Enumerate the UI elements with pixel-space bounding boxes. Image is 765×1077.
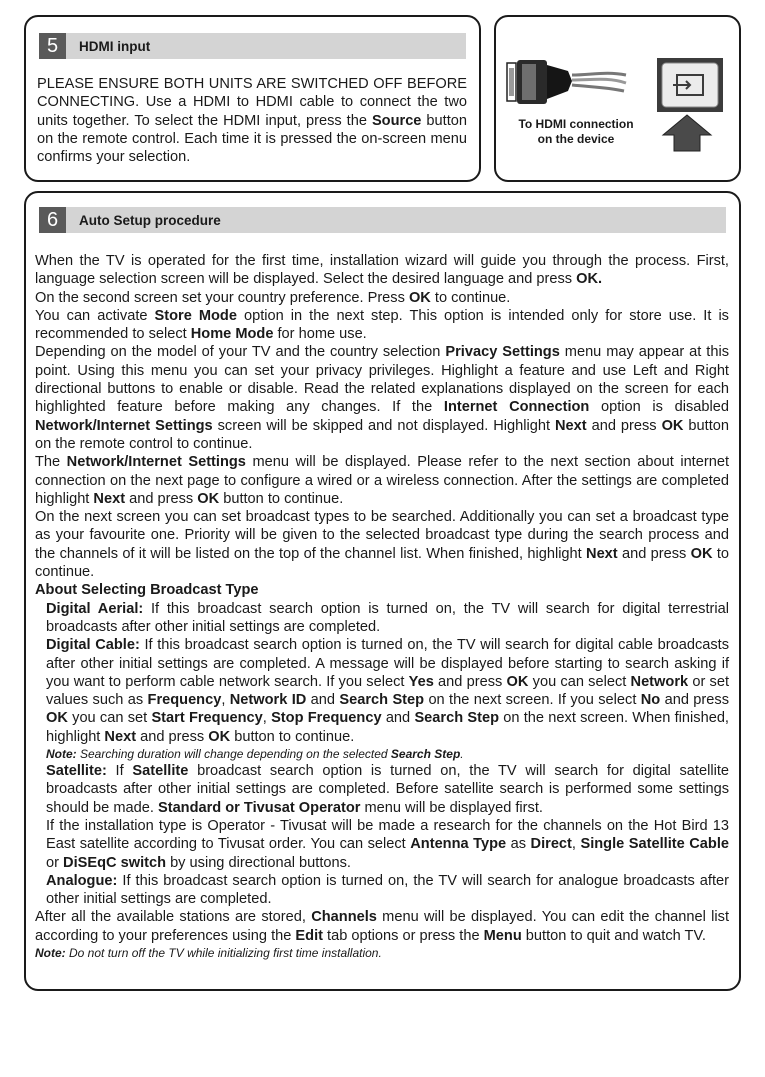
paragraph-digital-cable: Digital Cable: If this broadcast search option is turned on, the TV will search for digital cable broadcasts after other initial settings are completed. A message will be displayed before starting to search asking if you want to perform cable network search. If you select Yes and press OK you can select Network or set values such as Frequency, Network ID and Search Step on the next screen. If you select No and press OK you can set Start Frequency, Stop Frequency and Search Step on the next screen. When finished, highlight Next and press OK button to continue. <box>46 637 730 745</box>
hdmi-illustration <box>494 15 741 182</box>
up-arrow-icon <box>661 113 713 153</box>
paragraph: On the next screen you can set broadcast types to be searched. Additionally you can set a broadcast type as your favourite one. Priority will be given to the selected broadcast type during the search process and the channels of it will be listed on the top of the channel list. When finished, highlight Next and press OK to continue. <box>35 509 729 581</box>
note: Note: Searching duration will change depending on the selected Search Step. <box>46 747 464 762</box>
paragraph: Depending on the model of your TV and the country selection Privacy Settings menu may appear at this point. Using this menu you can set your privacy privileges. Highlight a feature and use Left and Right directional buttons to enable or disable. Read the related explanations displayed on the screen for each highlighted feature before making any changes. If the Internet Connection option is disabled Network/Internet Settings screen will be skipped and not displayed. Highlight Next and press OK button on the remote control to continue. <box>35 344 730 452</box>
section-title: Auto Setup procedure <box>79 212 221 228</box>
paragraph-digital-aerial: Digital Aerial: If this broadcast search option is turned on, the TV will search for digital terrestrial broadcasts after other initial settings are completed. <box>46 600 729 635</box>
section-title: HDMI input <box>79 38 151 54</box>
paragraph-tivusat: If the installation type is Operator - Tivusat will be made a research for the channels on the Hot Bird 13 East satellite according to Tivusat order. You can select Antenna Type as Direct, Single Satellite Cable or DiSEqC switch by using directional buttons. <box>46 817 729 871</box>
hdmi-caption: To HDMI connection on the device <box>518 117 634 146</box>
paragraph: You can activate Store Mode option in the next step. This option is intended only for store use. It is recommended to select Home Mode for home use. <box>35 307 729 343</box>
paragraph-analogue: Analogue: If this broadcast search option is turned on, the TV will search for analogue broadcasts after other initial settings are completed. <box>46 872 729 908</box>
paragraph: PLEASE ENSURE BOTH UNITS ARE SWITCHED OFF BEFORE CONNECTING. Use a HDMI to HDMI cable to connect the two units together. To select the HDMI input, press the Source button on the remote control. Each time it is pressed the on-screen menu confirms your selection. <box>37 76 467 166</box>
section-body <box>37 75 467 166</box>
section-number: 5 <box>39 33 66 59</box>
source-icon <box>657 58 723 112</box>
section-auto-setup <box>24 191 741 991</box>
section-header <box>39 207 726 233</box>
section-hdmi-input <box>24 15 481 182</box>
paragraph: When the TV is operated for the first time, installation wizard will guide you through the process. First, language selection screen will be displayed. Select the desired language and press OK. <box>35 253 729 288</box>
subheading: About Selecting Broadcast Type <box>35 582 259 599</box>
paragraph: The Network/Internet Settings menu will be displayed. Please refer to the next section about internet connection on the next page to configure a wired or a wireless connection. After the settings are completed highlight Next and press OK button to continue. <box>35 454 730 507</box>
section-header <box>39 33 466 59</box>
paragraph-satellite: Satellite: If Satellite broadcast search option is turned on, the TV will search for digital satellite broadcasts after other initial settings are completed. Before satellite search is performed some settings should be made. Standard or Tivusat Operator menu will be displayed first. <box>46 763 729 816</box>
section-body <box>35 252 729 961</box>
paragraph: On the second screen set your country preference. Press OK to continue. <box>35 289 511 306</box>
paragraph: After all the available stations are stored, Channels menu will be displayed. You can edit the channel list according to your preferences using the Edit tab options or press the Menu button to quit and watch TV. <box>35 909 729 944</box>
section-number: 6 <box>39 207 66 233</box>
note: Note: Do not turn off the TV while initializing first time installation. <box>35 945 382 960</box>
